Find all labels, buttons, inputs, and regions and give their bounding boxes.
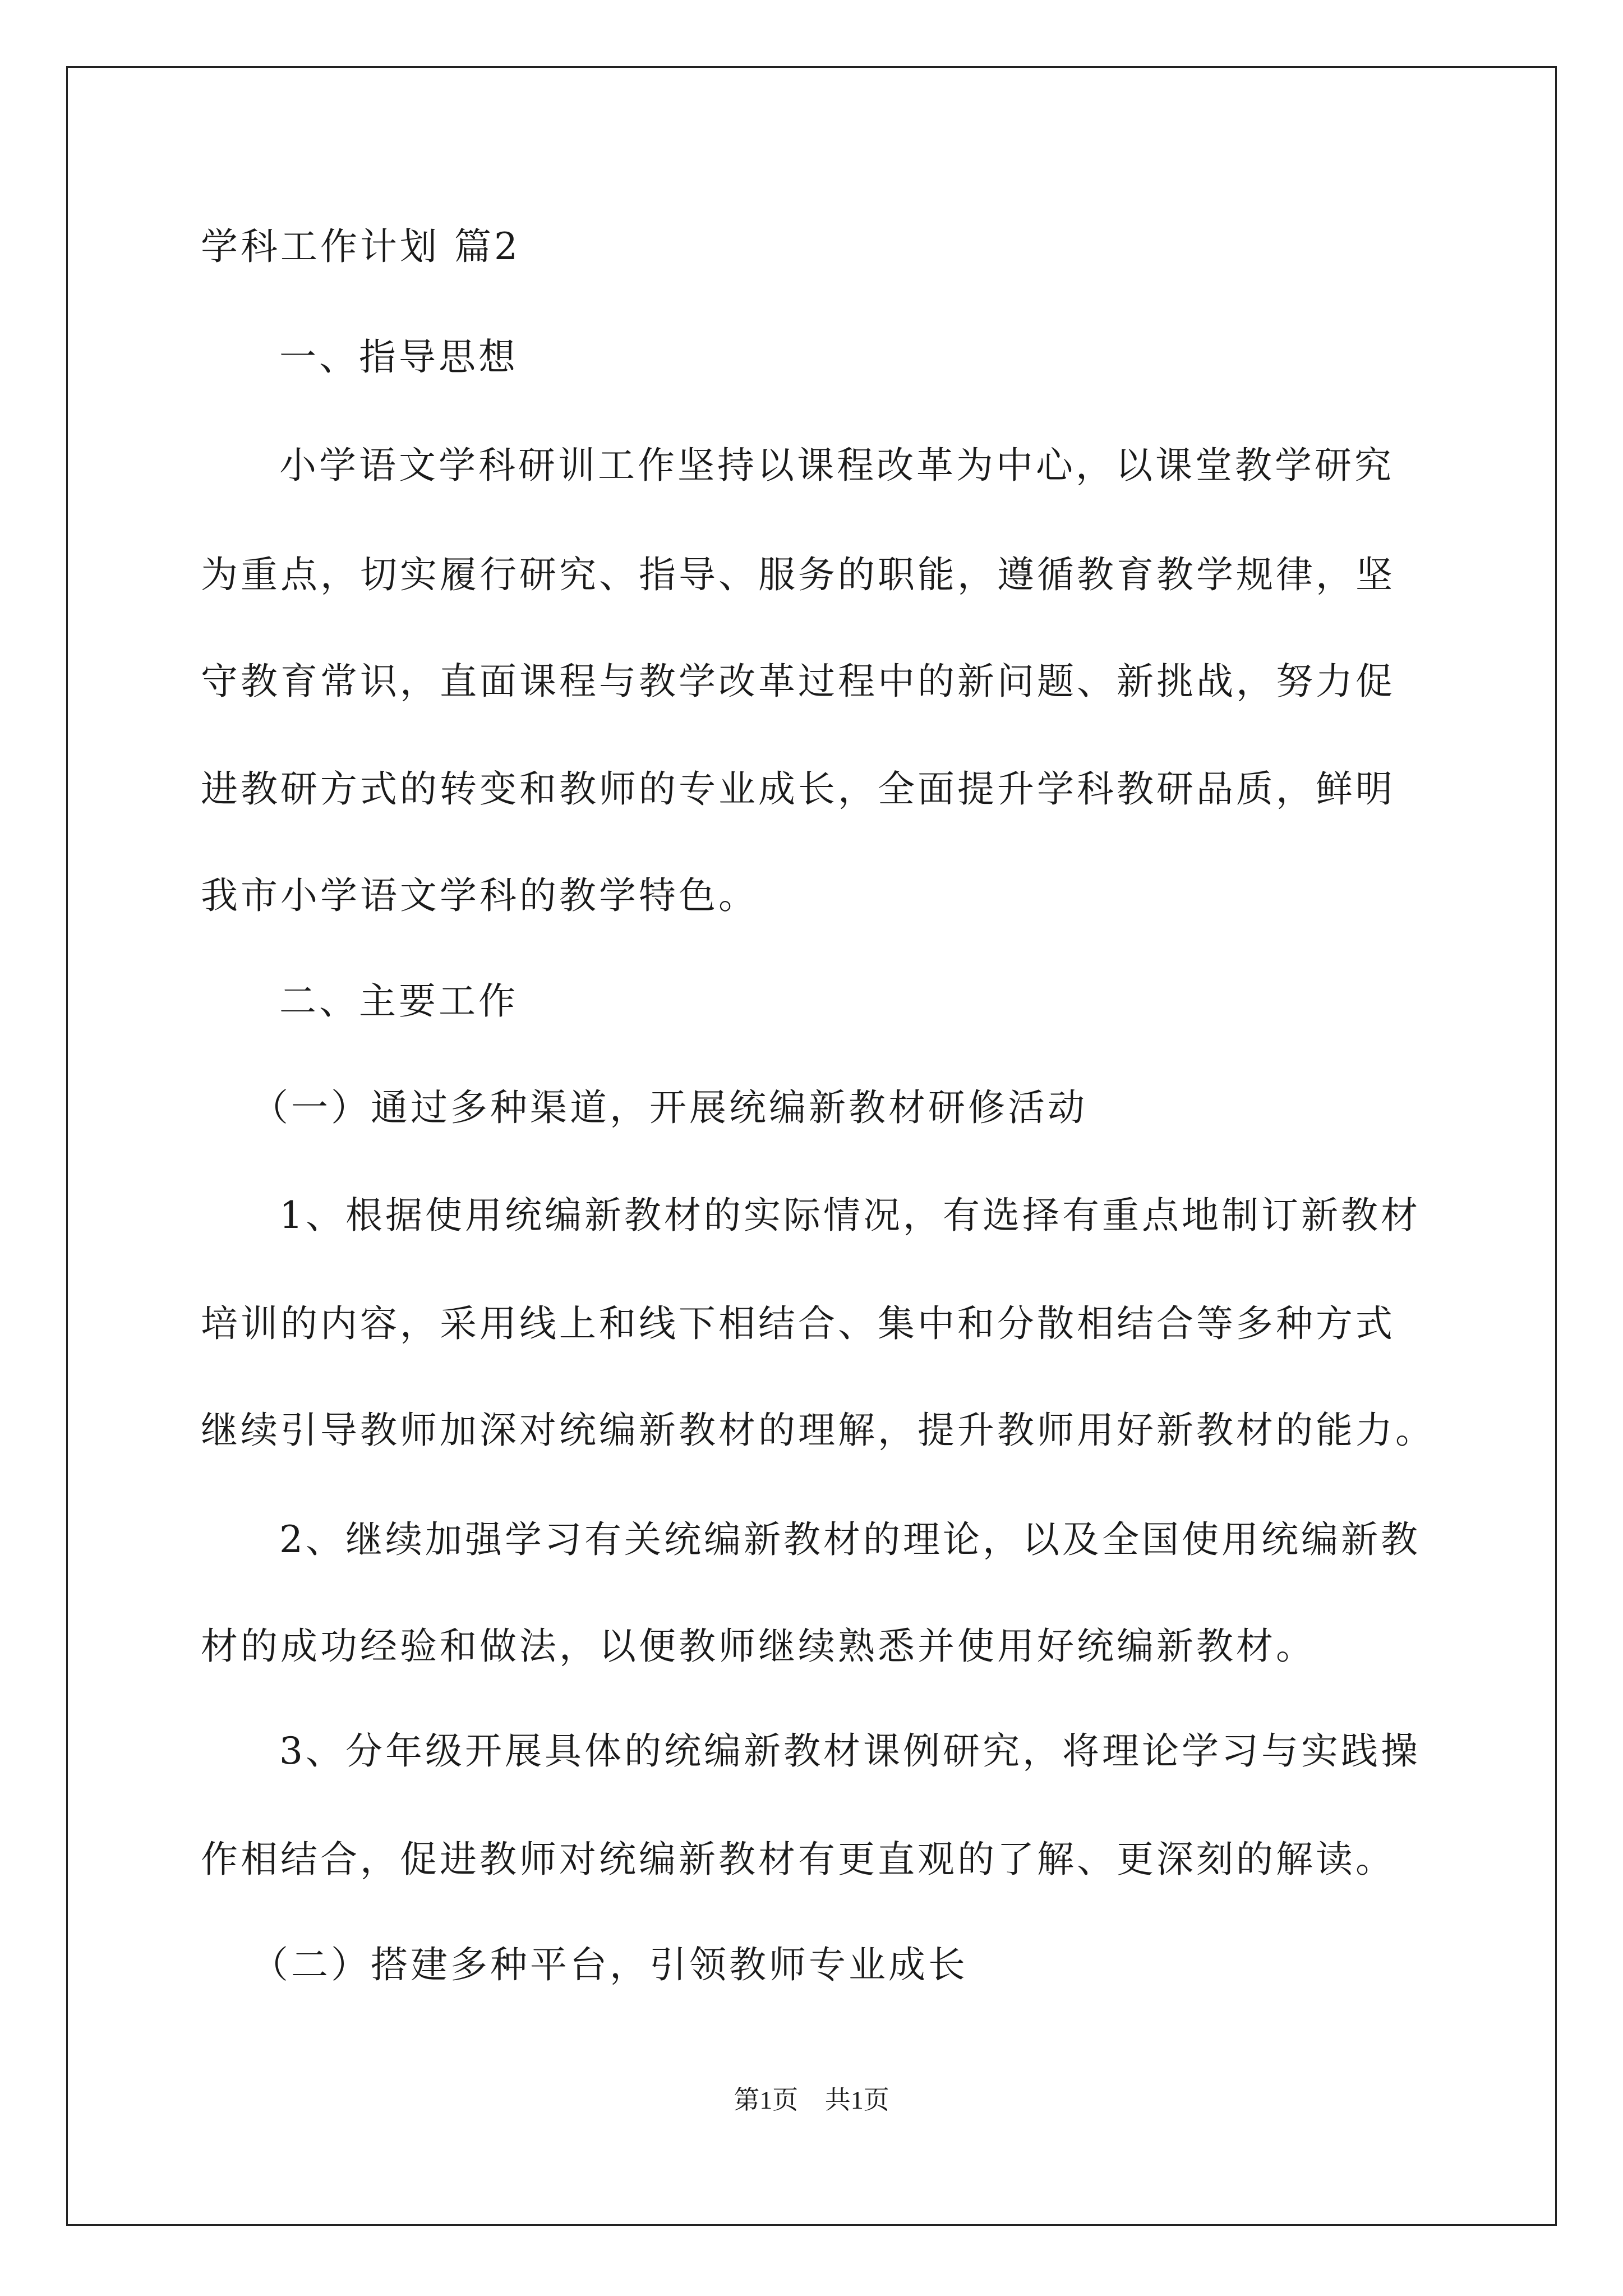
paragraph-line: 继续引导教师加深对统编新教材的理解，提升教师用好新教材的能力。 bbox=[201, 1409, 1435, 1452]
paragraph-line: 1、根据使用统编新教材的实际情况，有选择有重点地制订新教材 bbox=[279, 1194, 1421, 1237]
subsection-heading-2: （二）搭建多种平台，引领教师专业成长 bbox=[251, 1943, 968, 1986]
page-number-current: 第1页 bbox=[734, 2086, 799, 2114]
paragraph-line: 为重点，切实履行研究、指导、服务的职能，遵循教育教学规律，坚 bbox=[201, 553, 1395, 596]
paragraph-line: 小学语文学科研训工作坚持以课程改革为中心，以课堂教学研究 bbox=[279, 444, 1394, 487]
section-heading-1: 一、指导思想 bbox=[279, 335, 518, 379]
paragraph-line: 我市小学语文学科的教学特色。 bbox=[201, 874, 758, 917]
section-heading-2: 二、主要工作 bbox=[279, 979, 518, 1023]
paragraph-line: 3、分年级开展具体的统编新教材课例研究，将理论学习与实践操 bbox=[279, 1729, 1421, 1773]
paragraph-line: 进教研方式的转变和教师的专业成长，全面提升学科教研品质，鲜明 bbox=[201, 767, 1395, 811]
paragraph-line: 守教育常识，直面课程与教学改革过程中的新问题、新挑战，努力促 bbox=[201, 660, 1395, 703]
paragraph-line: 作相结合，促进教师对统编新教材有更直观的了解、更深刻的解读。 bbox=[201, 1838, 1395, 1881]
paragraph-line: 培训的内容，采用线上和线下相结合、集中和分散相结合等多种方式 bbox=[201, 1302, 1395, 1345]
paragraph-line: 2、继续加强学习有关统编新教材的理论，以及全国使用统编新教 bbox=[279, 1518, 1421, 1561]
document-title: 学科工作计划 篇2 bbox=[201, 225, 520, 268]
page-footer bbox=[0, 2085, 1623, 2116]
page-border bbox=[66, 66, 1557, 2226]
paragraph-line: 材的成功经验和做法，以便教师继续熟悉并使用好统编新教材。 bbox=[201, 1625, 1316, 1668]
page-number-total: 共1页 bbox=[824, 2086, 889, 2114]
subsection-heading-1: （一）通过多种渠道，开展统编新教材研修活动 bbox=[251, 1086, 1087, 1129]
